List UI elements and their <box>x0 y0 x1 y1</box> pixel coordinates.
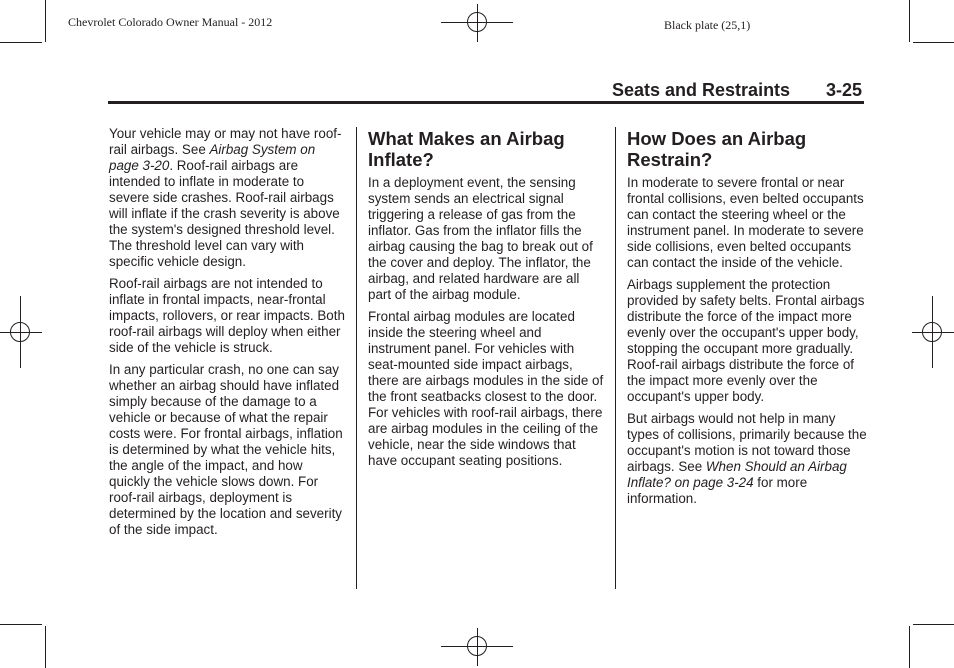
paragraph: But airbags would not help in many types of collisions, primarily because the occupant's motion is not toward those airbags. See When Should an Airbag Inflate? on page 3-24 for more information. <box>627 411 867 506</box>
paragraph: In any particular crash, no one can say whether an airbag should have inflated simply because of the damage to a vehicle or because of what the repair costs were. For frontal airbags, inflation is determined by what the vehicle hits, the angle of the impact, and how quickly the vehicle slows down. For roof-rail airbags, deployment is determined by the location and severity of the side impact. <box>109 362 343 537</box>
paragraph: Your vehicle may or may not have roof-rail airbags. See Airbag System on page 3-20. Roof-rail airbags are intended to inflate in moderate to severe side crashes. Roof-rail airbags will inflate if the crash severity is above the system's designed threshold level. The threshold level can vary with specific vehicle design. <box>109 126 342 269</box>
header-rule <box>108 101 864 104</box>
crop-mark <box>0 624 42 625</box>
crop-mark <box>909 626 910 668</box>
plate-label: Black plate (25,1) <box>664 18 751 32</box>
column-divider <box>615 127 616 589</box>
paragraph: Roof-rail airbags are not intended to inflate in frontal impacts, near-frontal impacts, rollovers, or rear impacts. Both roof-rail airbags will deploy when either side of the vehicle is struck. <box>109 276 345 355</box>
registration-mark-left <box>0 296 42 368</box>
registration-mark-right <box>912 296 954 368</box>
paragraph: In a deployment event, the sensing system sends an electrical signal triggering a release of gas from the inflator. Gas from the inflator fills the airbag causing the bag to break out of the cover and deploy. The inflator, the airbag, and related hardware are all part of the airbag module. <box>368 175 593 302</box>
section-title: Seats and Restraints <box>612 80 791 100</box>
column-divider <box>356 127 357 589</box>
manual-title: Chevrolet Colorado Owner Manual - 2012 <box>68 15 273 29</box>
registration-mark-top <box>441 4 513 42</box>
column-3 <box>627 126 867 513</box>
crop-mark <box>45 0 46 42</box>
column-2 <box>368 126 606 475</box>
crop-mark <box>45 626 46 668</box>
crop-mark <box>913 42 954 43</box>
paragraph: Airbags supplement the protection provided by safety belts. Frontal airbags distribute the force of the impact more evenly over the occupant's upper body, stopping the occupant more gradually. Roof-rail airbags distribute the force of the impact more evenly over the occupant's upper body. <box>627 277 865 404</box>
cross-reference[interactable]: When Should an Airbag Inflate? on page 3-24 <box>627 459 847 490</box>
column-1 <box>109 126 347 544</box>
crop-mark <box>0 42 42 43</box>
cross-reference[interactable]: Airbag System on page 3-20 <box>109 142 316 173</box>
paragraph: In moderate to severe frontal or near frontal collisions, even belted occupants can contact the steering wheel or the instrument panel. In moderate to severe side collisions, even belted occupants can contact the inside of the vehicle. <box>627 175 864 270</box>
crop-mark <box>909 0 910 42</box>
paragraph: Frontal airbag modules are located inside the steering wheel and instrument panel. For vehicles with seat-mounted side impact airbags, there are airbags modules in the side of the front seatbacks closest to the door. For vehicles with roof-rail airbags, there are airbag modules in the ceiling of the vehicle, near the side windows that have occupant seating positions. <box>368 309 604 468</box>
page-number: 3-25 <box>826 80 863 100</box>
registration-mark-bottom <box>441 628 513 666</box>
section-heading: What Makes an Airbag Inflate? <box>368 128 565 170</box>
section-heading: How Does an Airbag Restrain? <box>627 128 807 170</box>
crop-mark <box>913 624 954 625</box>
